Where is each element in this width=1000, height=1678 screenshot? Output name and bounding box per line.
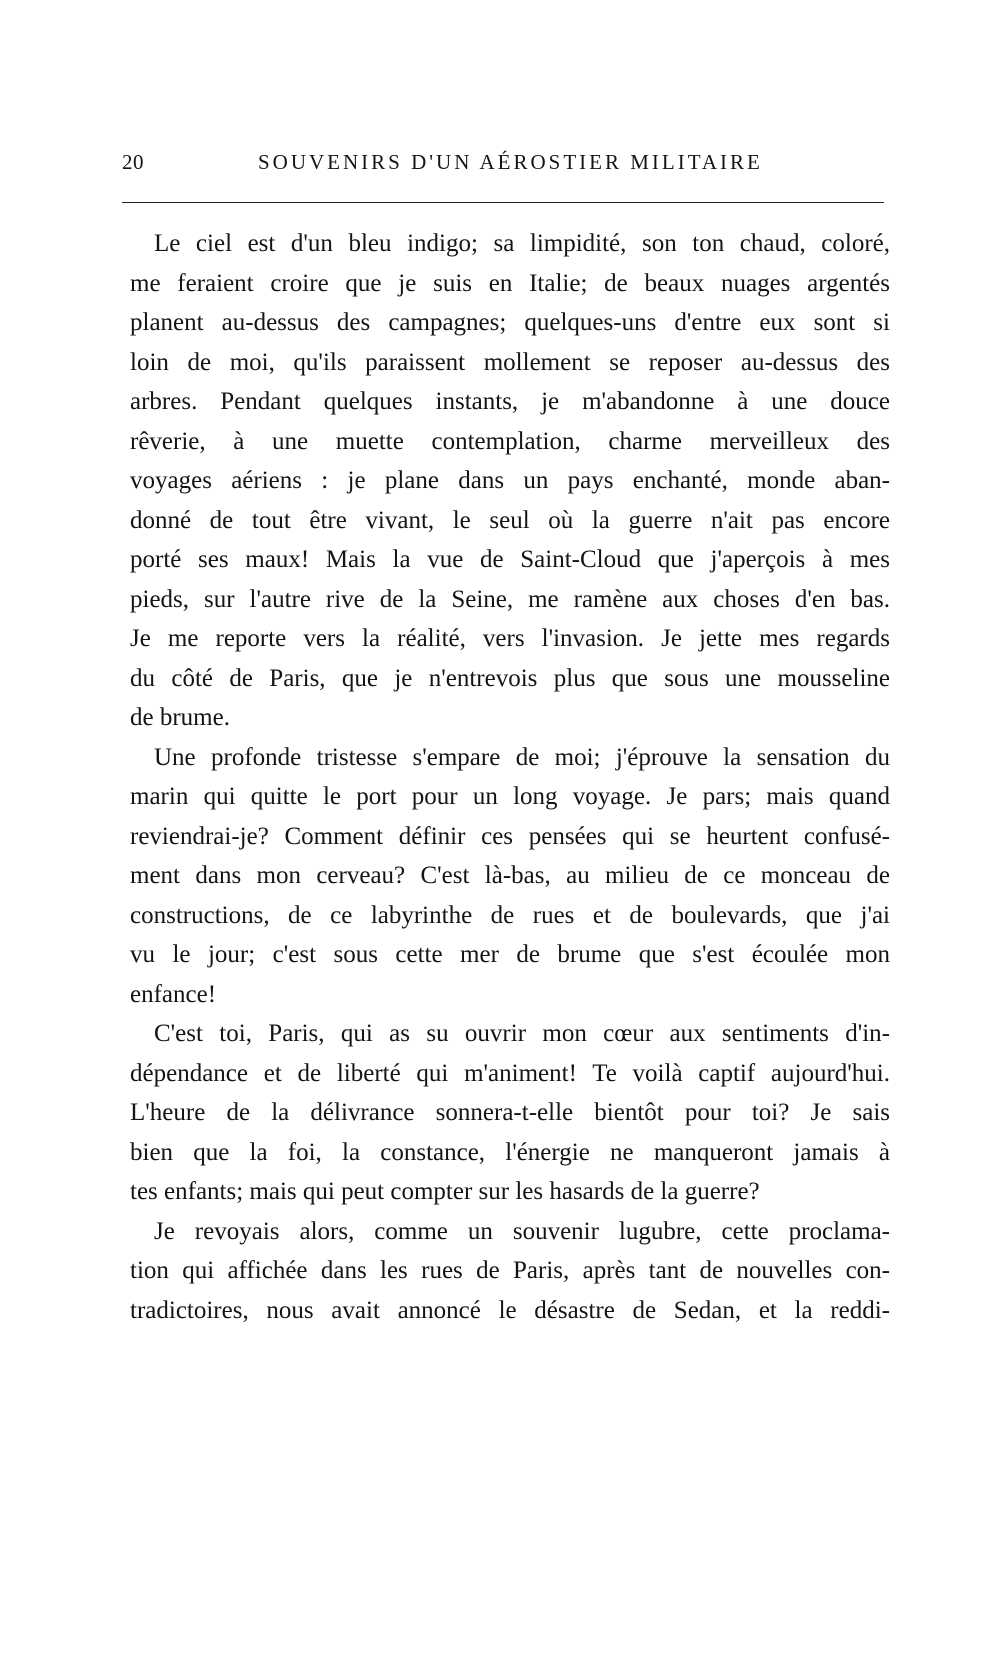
page-number: 20 <box>122 150 144 174</box>
running-title: SOUVENIRS D'UN AÉROSTIER MILITAIRE <box>258 150 763 174</box>
text-line: tradictoires, nous avait annoncé le désastre de Sedan, et la reddi- <box>130 1296 890 1324</box>
paragraph <box>130 738 890 1015</box>
text-line: C'est toi, Paris, qui as su ouvrir mon cœur aux sentiments d'in- <box>154 1020 890 1047</box>
text-line: reviendrai-je? Comment définir ces pensées qui se heurtent confusé- <box>130 822 890 850</box>
paragraph <box>130 1212 890 1331</box>
text-line: dépendance et de liberté qui m'animent! Te voilà captif aujourd'hui. <box>130 1059 890 1087</box>
text-line: donné de tout être vivant, le seul où la guerre n'ait pas encore <box>130 506 890 534</box>
header-rule <box>122 202 884 203</box>
text-line: marin qui quitte le port pour un long voyage. Je pars; mais quand <box>130 783 890 810</box>
text-line: Une profonde tristesse s'empare de moi; j'éprouve la sensation du <box>154 743 890 771</box>
text-line: porté ses maux! Mais la vue de Saint-Cloud que j'aperçois à mes <box>130 546 890 573</box>
text-line: vu le jour; c'est sous cette mer de brume que s'est écoulée mon <box>130 941 890 968</box>
text-line: me feraient croire que je suis en Italie; de beaux nuages argentés <box>130 269 890 297</box>
body-text <box>130 224 890 1330</box>
text-line: Le ciel est d'un bleu indigo; sa limpidité, son ton chaud, coloré, <box>154 230 890 257</box>
text-line: du côté de Paris, que je n'entrevois plus que sous une mousseline <box>130 664 890 692</box>
text-line: L'heure de la délivrance sonnera-t-elle bientôt pour toi? Je sais <box>130 1099 890 1126</box>
text-line: tes enfants; mais qui peut compter sur les hasards de la guerre? <box>130 1178 760 1205</box>
paragraph <box>130 224 890 738</box>
text-line: Je me reporte vers la réalité, vers l'invasion. Je jette mes regards <box>130 625 890 652</box>
text-line: loin de moi, qu'ils paraissent mollement se reposer au-dessus des <box>130 348 890 376</box>
text-line: pieds, sur l'autre rive de la Seine, me ramène aux choses d'en bas. <box>130 585 890 613</box>
text-line: arbres. Pendant quelques instants, je m'abandonne à une douce <box>130 388 890 415</box>
text-line: bien que la foi, la constance, l'énergie ne manqueront jamais à <box>130 1138 890 1166</box>
text-line: enfance! <box>130 980 217 1008</box>
text-line: voyages aériens : je plane dans un pays enchanté, monde aban- <box>130 467 890 494</box>
text-line: planent au-dessus des campagnes; quelques-uns d'entre eux sont si <box>130 309 890 336</box>
text-line: de brume. <box>130 704 230 731</box>
text-line: Je revoyais alors, comme un souvenir lugubre, cette proclama- <box>154 1217 890 1245</box>
text-line: constructions, de ce labyrinthe de rues et de boulevards, que j'ai <box>130 901 890 929</box>
text-line: rêverie, à une muette contemplation, charme merveilleux des <box>130 427 890 455</box>
text-line: ment dans mon cerveau? C'est là-bas, au milieu de ce monceau de <box>130 862 890 889</box>
paragraph <box>130 1014 890 1212</box>
text-line: tion qui affichée dans les rues de Paris, après tant de nouvelles con- <box>130 1257 890 1284</box>
